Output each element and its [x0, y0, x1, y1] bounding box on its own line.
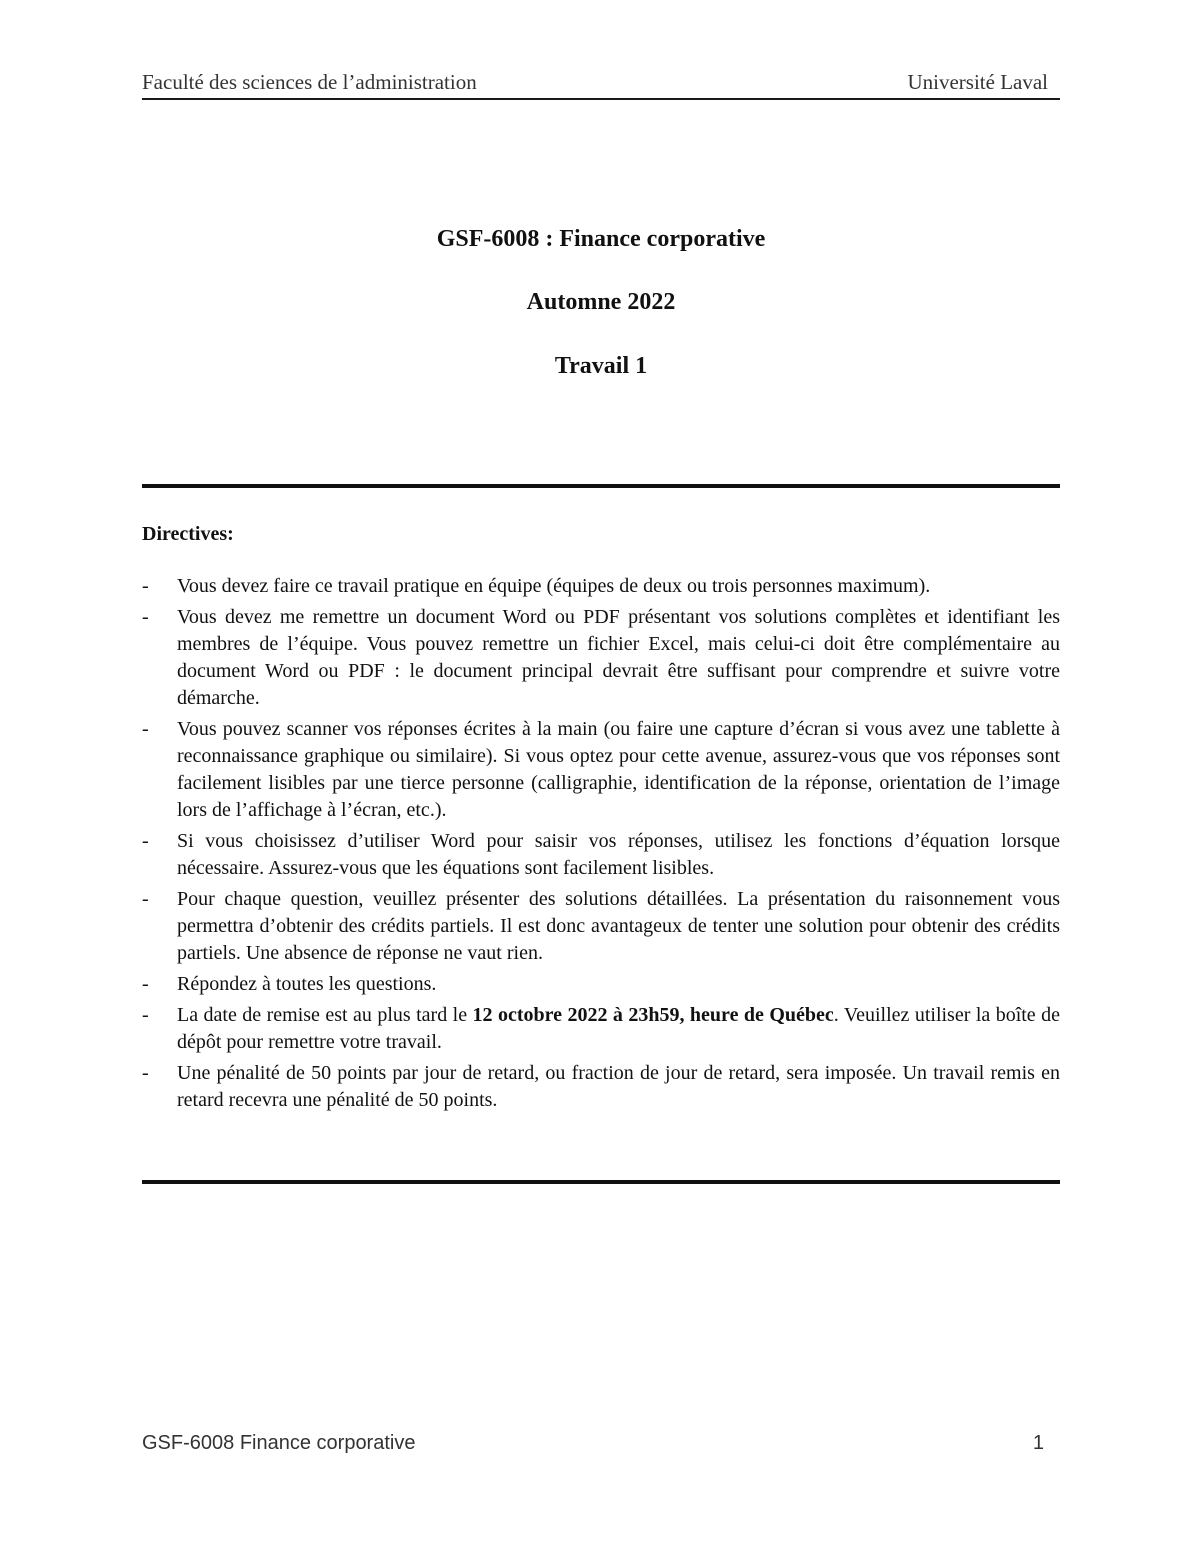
directive-text-after: . Veuillez utiliser la boîte de dépôt pour remettre votre travail. [177, 1004, 1061, 1053]
directive-text: Répondez à toutes les questions. [177, 973, 437, 995]
bullet-dash: - [142, 1062, 149, 1084]
deadline-date: 12 octobre 2022 à 23h59, heure de Québec [472, 1004, 834, 1026]
directive-item-deadline [142, 1002, 1060, 1056]
bullet-dash: - [142, 888, 149, 910]
directive-text: Vous pouvez scanner vos réponses écrites à la main (ou faire une capture d’écran si vous avez une tablette à reconnaissance graphique ou similaire). Si vous optez pour cette avenue, assurez-vous que vos réponses sont facilement lisibles par une tierce personne (calligraphie, identification de la réponse, orientation de l’image lors de l’affichage à l’écran, etc.). [177, 718, 1060, 821]
course-title: GSF-6008 : Finance corporative [436, 226, 766, 252]
directive-item [142, 828, 1060, 882]
directive-text-before: La date de remise est au plus tard le [177, 1004, 473, 1026]
assignment-title: Travail 1 [554, 353, 648, 379]
directive-text: Pour chaque question, veuillez présenter des solutions détaillées. La présentation du raisonnement vous permettra d’obtenir des crédits partiels. Il est donc avantageux de tenter une solution pour obtenir des crédits partiels. Une absence de réponse ne vaut rien. [177, 888, 1060, 964]
bullet-dash: - [142, 718, 149, 740]
bullet-dash: - [142, 1004, 149, 1026]
bullet-dash: - [142, 830, 149, 852]
directives-list [142, 573, 1060, 1118]
directive-item [142, 604, 1060, 712]
page-header [142, 68, 1060, 100]
directive-text: Si vous choisissez d’utiliser Word pour saisir vos réponses, utilisez les fonctions d’équation lorsque nécessaire. Assurez-vous que les équations sont facilement lisibles. [177, 830, 1060, 879]
bottom-divider [142, 1180, 1060, 1184]
header-faculty: Faculté des sciences de l’administration [142, 70, 477, 94]
bullet-dash: - [142, 575, 149, 597]
footer-course: GSF-6008 Finance corporative [142, 1432, 416, 1454]
directive-item [142, 1060, 1060, 1114]
directive-text: Vous devez faire ce travail pratique en équipe (équipes de deux ou trois personnes maximum). [177, 575, 931, 597]
header-university: Université Laval [907, 70, 1048, 94]
directive-item [142, 971, 1060, 998]
directive-text: Une pénalité de 50 points par jour de retard, ou fraction de jour de retard, sera imposée. Un travail remis en retard recevra une pénalité de 50 points. [177, 1062, 1060, 1111]
directive-item [142, 716, 1060, 824]
page-number: 1 [1032, 1432, 1044, 1454]
directives-heading: Directives: [142, 523, 234, 545]
bullet-dash: - [142, 606, 149, 628]
directive-text: Vous devez me remettre un document Word ou PDF présentant vos solutions complètes et identifiant les membres de l’équipe. Vous pouvez remettre un fichier Excel, mais celui-ci doit être complémentaire au document Word ou PDF : le document principal devrait être suffisant pour comprendre et suivre votre démarche. [177, 606, 1060, 709]
top-divider [142, 484, 1060, 488]
directive-item [142, 573, 1060, 600]
term-title: Automne 2022 [526, 289, 676, 315]
bullet-dash: - [142, 973, 149, 995]
directive-item [142, 886, 1060, 967]
